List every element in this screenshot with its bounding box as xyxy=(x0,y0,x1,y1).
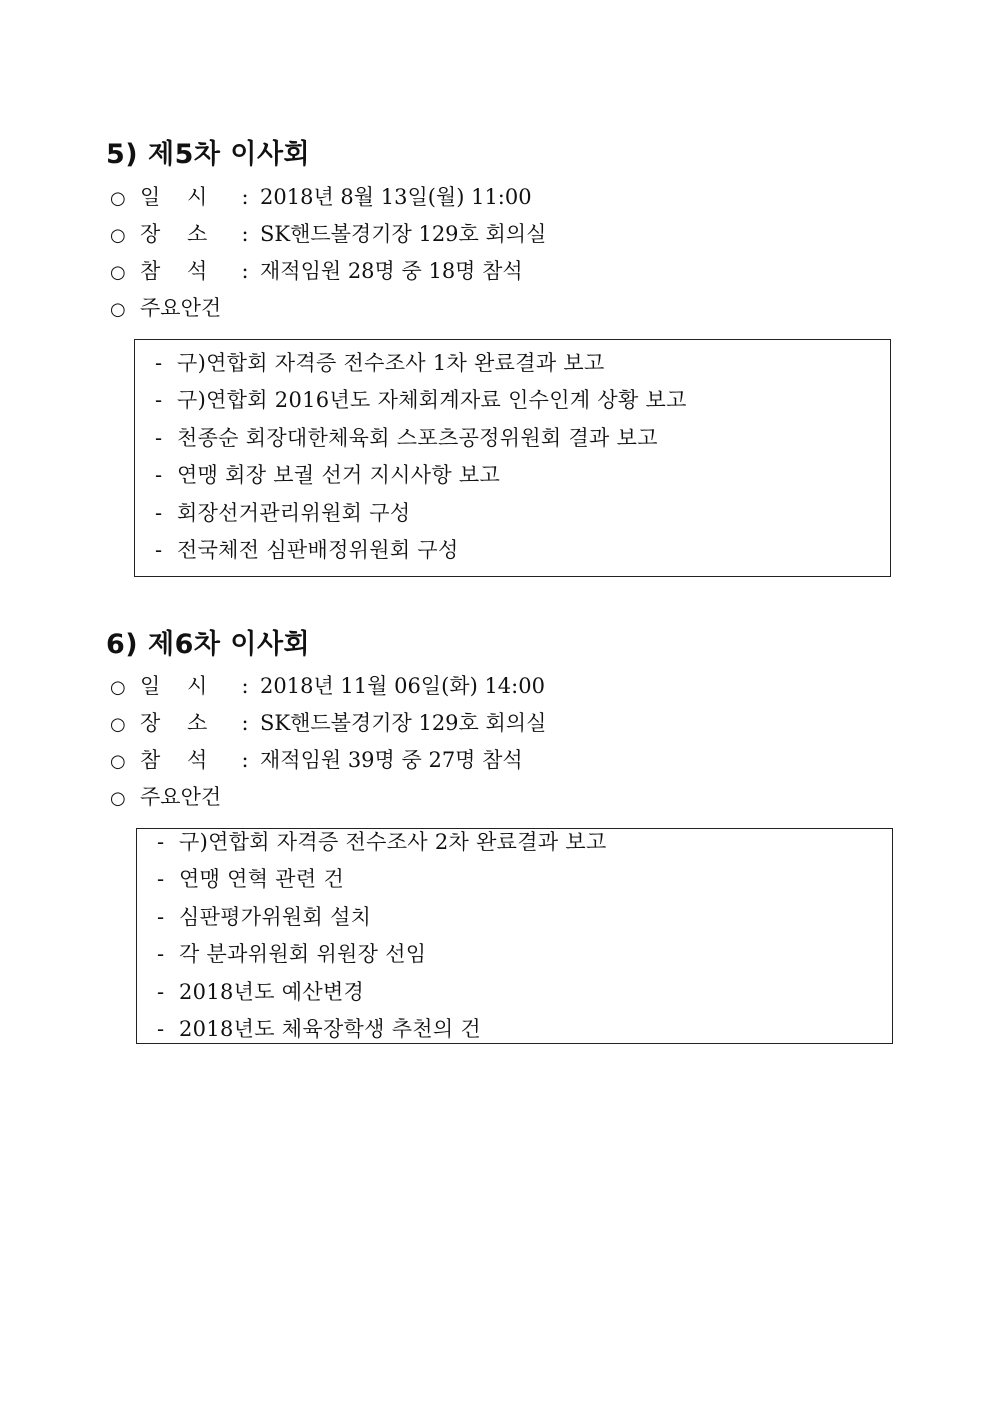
agenda-item-text: 구)연합회 2016년도 자체회계자료 인수인계 상황 보고 xyxy=(177,388,687,412)
date-value: 2018년 8월 13일(월) 11:00 xyxy=(260,185,532,209)
date-label: 일 시 xyxy=(140,185,208,209)
agenda-item xyxy=(157,1014,481,1044)
agenda-box xyxy=(134,339,891,577)
agenda-item-text: 천종순 회장대한체육회 스포츠공정위원회 결과 보고 xyxy=(177,426,658,450)
agenda-item-text: 구)연합회 자격증 전수조사 2차 완료결과 보고 xyxy=(179,830,607,854)
attendance-line xyxy=(110,256,523,286)
agenda-item-text: 각 분과위원회 위원장 선임 xyxy=(179,942,427,966)
agenda-label: 주요안건 xyxy=(140,785,222,809)
agenda-box xyxy=(136,828,893,1044)
colon: : xyxy=(241,674,249,698)
agenda-item xyxy=(155,498,410,528)
agenda-item xyxy=(155,348,605,378)
place-label: 장 소 xyxy=(140,222,208,246)
agenda-item-text: 심판평가위원회 설치 xyxy=(179,905,372,929)
attendance-line xyxy=(110,745,523,775)
dash-marker: - xyxy=(157,942,165,966)
circle-bullet-icon: ○ xyxy=(110,299,126,320)
agenda-item-text: 2018년도 체육장학생 추천의 건 xyxy=(179,1017,482,1041)
circle-bullet-icon: ○ xyxy=(110,188,126,209)
agenda-item xyxy=(155,460,500,490)
date-line xyxy=(110,182,532,212)
agenda-item xyxy=(155,423,658,453)
agenda-item-text: 회장선거관리위원회 구성 xyxy=(177,501,411,525)
agenda-label: 주요안건 xyxy=(140,296,222,320)
place-value: SK핸드볼경기장 129호 회의실 xyxy=(260,222,547,246)
attendance-value: 재적임원 39명 중 27명 참석 xyxy=(260,748,523,772)
agenda-item xyxy=(157,939,426,969)
attendance-value: 재적임원 28명 중 18명 참석 xyxy=(260,259,523,283)
dash-marker: - xyxy=(155,388,163,412)
place-line xyxy=(110,708,546,738)
dash-marker: - xyxy=(157,867,165,891)
place-value: SK핸드볼경기장 129호 회의실 xyxy=(260,711,547,735)
place-line xyxy=(110,219,546,249)
place-label: 장 소 xyxy=(140,711,208,735)
circle-bullet-icon: ○ xyxy=(110,788,126,809)
circle-bullet-icon: ○ xyxy=(110,225,126,246)
dash-marker: - xyxy=(155,426,163,450)
colon: : xyxy=(241,711,249,735)
agenda-heading-line xyxy=(110,293,221,323)
dash-marker: - xyxy=(155,351,163,375)
agenda-item xyxy=(157,902,371,932)
date-value: 2018년 11월 06일(화) 14:00 xyxy=(260,674,545,698)
agenda-heading-line xyxy=(110,782,221,812)
dash-marker: - xyxy=(157,1017,165,1041)
agenda-item-text: 2018년도 예산변경 xyxy=(179,980,365,1004)
dash-marker: - xyxy=(155,538,163,562)
circle-bullet-icon: ○ xyxy=(110,262,126,283)
colon: : xyxy=(241,748,249,772)
agenda-item xyxy=(157,864,344,894)
section-heading: 5) 제5차 이사회 xyxy=(106,139,311,170)
dash-marker: - xyxy=(157,830,165,854)
date-line xyxy=(110,671,545,701)
agenda-item-text: 전국체전 심판배정위원회 구성 xyxy=(177,538,459,562)
colon: : xyxy=(241,222,249,246)
agenda-item-text: 연맹 회장 보궐 선거 지시사항 보고 xyxy=(177,463,501,487)
colon: : xyxy=(241,259,249,283)
agenda-item-text: 연맹 연혁 관련 건 xyxy=(179,867,345,891)
colon: : xyxy=(241,185,249,209)
dash-marker: - xyxy=(155,463,163,487)
agenda-item xyxy=(155,385,687,415)
date-label: 일 시 xyxy=(140,674,208,698)
circle-bullet-icon: ○ xyxy=(110,677,126,698)
agenda-item xyxy=(157,827,607,857)
dash-marker: - xyxy=(157,980,165,1004)
agenda-item xyxy=(157,977,364,1007)
circle-bullet-icon: ○ xyxy=(110,751,126,772)
agenda-item-text: 구)연합회 자격증 전수조사 1차 완료결과 보고 xyxy=(177,351,605,375)
section-heading: 6) 제6차 이사회 xyxy=(106,629,311,660)
attendance-label: 참 석 xyxy=(140,259,208,283)
dash-marker: - xyxy=(157,905,165,929)
dash-marker: - xyxy=(155,501,163,525)
attendance-label: 참 석 xyxy=(140,748,208,772)
agenda-item xyxy=(155,535,459,565)
circle-bullet-icon: ○ xyxy=(110,714,126,735)
